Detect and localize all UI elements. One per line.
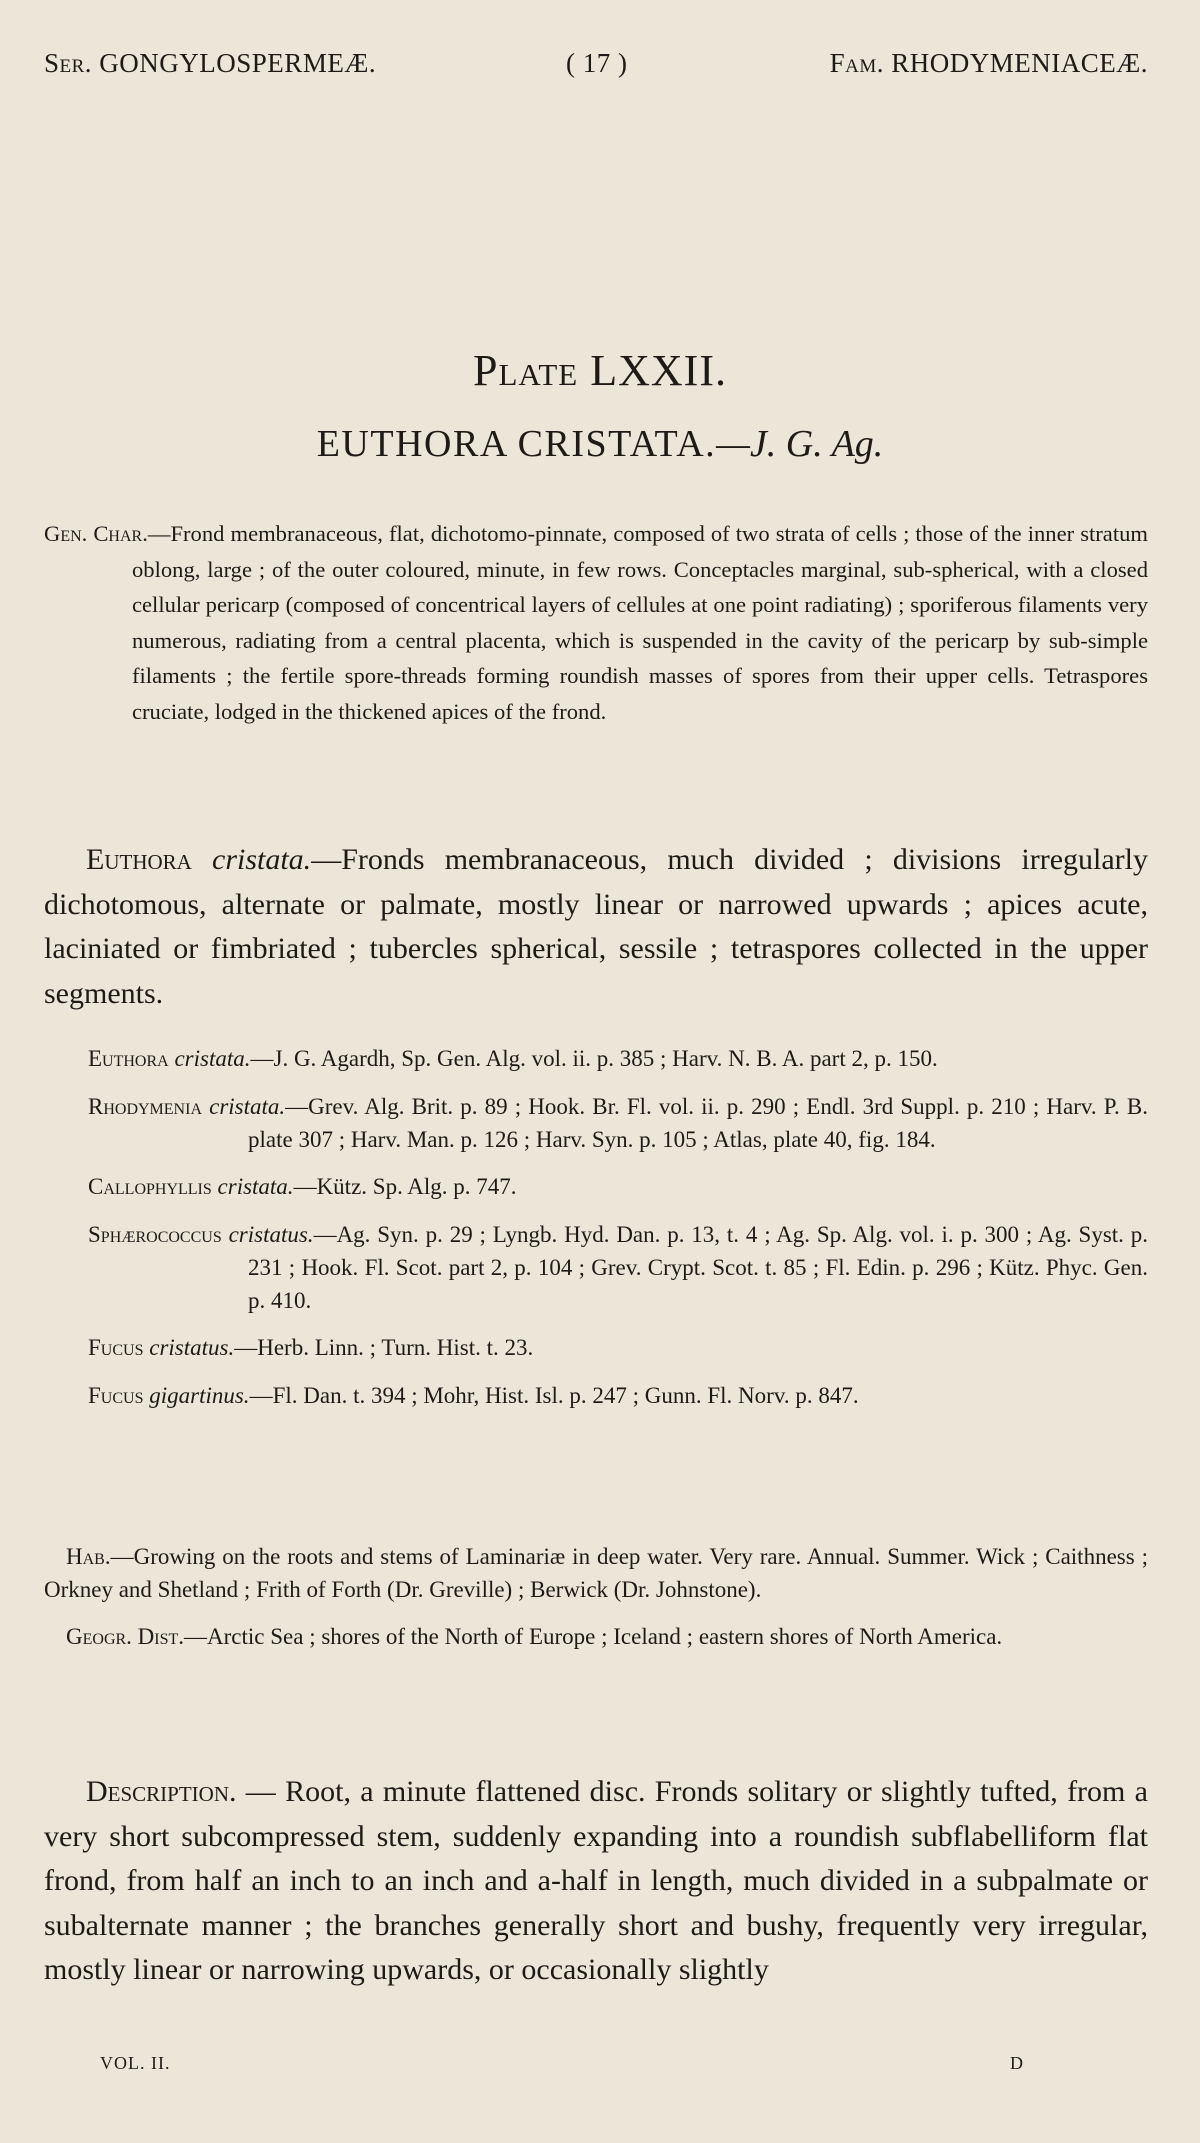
synonym-entry bbox=[44, 1218, 1148, 1317]
distribution-text: —Arctic Sea ; shores of the North of Europe ; Iceland ; eastern shores of North America. bbox=[184, 1624, 1003, 1649]
habitat-text: —Growing on the roots and stems of Laminariæ in deep water. Very rare. Annual. Summer. Wick ; Caithness ; Orkney and Shetland ; Frith of Forth (Dr. Greville) ; Berwick (Dr. Johnstone). bbox=[44, 1544, 1148, 1602]
synonym-entry bbox=[44, 1379, 1148, 1412]
synonymy-list bbox=[44, 1042, 1148, 1426]
habitat-paragraph bbox=[44, 1540, 1148, 1606]
synonym-genus: Fucus bbox=[88, 1382, 144, 1408]
synonym-references: —J. G. Agardh, Sp. Gen. Alg. vol. ii. p. 385 ; Harv. N. B. A. part 2, p. 150. bbox=[250, 1046, 938, 1071]
diagnosis-species: cristata. bbox=[212, 843, 312, 876]
description-text: — Root, a minute flattened disc. Fronds solitary or slightly tufted, from a very short subcompressed stem, suddenly expanding into a roundish subflabelliform flat frond, from half an inch to an inch and a-half in length, much divided in a subpalmate or subalternate manner ; the branches generally short and bushy, frequently very irregular, mostly linear or narrowing upwards, or occasionally slightly bbox=[44, 1775, 1148, 1986]
volume-mark: VOL. II. bbox=[100, 2053, 171, 2073]
synonym-references: —Grev. Alg. Brit. p. 89 ; Hook. Br. Fl. vol. ii. p. 290 ; Endl. 3rd Suppl. p. 210 ; Harv. P. B. plate 307 ; Harv. Man. p. 126 ; Harv. Syn. p. 105 ; Atlas, plate 40, fig. 184. bbox=[248, 1093, 1148, 1152]
distribution-paragraph bbox=[44, 1620, 1148, 1653]
synonym-genus: Fucus bbox=[88, 1335, 144, 1360]
family-heading: Fam. RHODYMENIACEÆ. bbox=[829, 48, 1148, 78]
diagnosis-text: —Fronds membranaceous, much divided ; divisions irregularly dichotomous, alternate or palmate, mostly linear or narrowed upwards ; apices acute, laciniated or fimbriated ; tubercles spherical, sessile ; tetraspores collected in the upper segments. bbox=[44, 843, 1148, 1010]
diagnosis-genus: Euthora bbox=[86, 843, 192, 876]
synonym-epithet: cristatus. bbox=[149, 1335, 235, 1360]
description-section bbox=[44, 1770, 1148, 1993]
habitat-section bbox=[44, 1540, 1148, 1667]
synonym-genus: Sphærococcus bbox=[88, 1221, 222, 1247]
signature-mark: D bbox=[1010, 2053, 1024, 2073]
synonym-epithet: cristata. bbox=[217, 1174, 294, 1199]
species-authority: —J. G. Ag. bbox=[716, 423, 884, 465]
description-label: Description. bbox=[86, 1775, 237, 1808]
synonym-entry bbox=[44, 1331, 1148, 1364]
synonym-genus: Euthora bbox=[88, 1046, 169, 1071]
synonym-references: —Herb. Linn. ; Turn. Hist. t. 23. bbox=[234, 1335, 534, 1360]
series-heading: Ser. GONGYLOSPERMEÆ. bbox=[44, 48, 377, 78]
synonym-entry bbox=[44, 1042, 1148, 1075]
synonym-genus: Callophyllis bbox=[88, 1174, 212, 1199]
plate-heading: Plate LXXII. bbox=[473, 346, 727, 395]
running-head bbox=[44, 48, 1148, 88]
generic-character bbox=[44, 516, 1148, 729]
species-title bbox=[0, 422, 1200, 466]
synonym-references: —Kütz. Sp. Alg. p. 747. bbox=[293, 1174, 517, 1199]
synonym-genus: Rhodymenia bbox=[88, 1093, 202, 1119]
synonym-epithet: cristata. bbox=[174, 1046, 251, 1071]
species-diagnosis bbox=[44, 838, 1148, 1016]
species-name: EUTHORA CRISTATA. bbox=[316, 423, 717, 465]
synonym-references: —Ag. Syn. p. 29 ; Lyngb. Hyd. Dan. p. 13, t. 4 ; Ag. Sp. Alg. vol. i. p. 300 ; Ag. Syst. p. 231 ; Hook. Fl. Scot. part 2, p. 104 ; Grev. Crypt. Scot. t. 85 ; Fl. Edin. p. 296 ; Kütz. Phyc. Gen. p. 410. bbox=[248, 1221, 1149, 1313]
habitat-label: Hab. bbox=[66, 1544, 111, 1569]
synonym-entry bbox=[44, 1090, 1148, 1156]
gen-char-label: Gen. Char. bbox=[44, 521, 148, 546]
gen-char-text: —Frond membranaceous, flat, dichotomo-pinnate, composed of two strata of cells ; those of the inner stratum oblong, large ; of the outer coloured, minute, in few rows. Conceptacles marginal, sub-spherical, with a closed cellular pericarp (composed of concentrical layers of cellules at one point radiating) ; sporiferous filaments very numerous, radiating from a central placenta, which is suspended in the cavity of the pericarp by sub-simple filaments ; the fertile spore-threads forming roundish masses of spores from their upper cells. Tetraspores cruciate, lodged in the thickened apices of the frond. bbox=[132, 521, 1148, 724]
synonym-entry bbox=[44, 1170, 1148, 1203]
page-number: ( 17 ) bbox=[566, 48, 628, 78]
synonym-epithet: cristatus. bbox=[228, 1221, 314, 1247]
synonym-epithet: cristata. bbox=[209, 1093, 286, 1119]
synonym-epithet: gigartinus. bbox=[149, 1382, 250, 1408]
synonym-references: —Fl. Dan. t. 394 ; Mohr, Hist. Isl. p. 247 ; Gunn. Fl. Norv. p. 847. bbox=[249, 1382, 859, 1408]
distribution-label: Geogr. Dist. bbox=[66, 1624, 185, 1649]
